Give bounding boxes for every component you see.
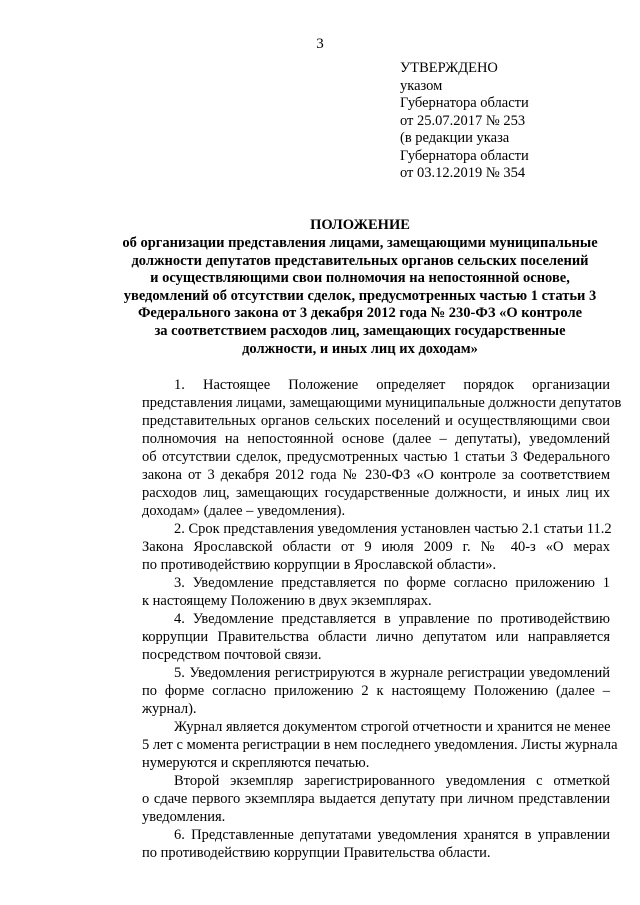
approval-line: указом [400,77,443,94]
paragraph-line: 1. Настоящее Положение определяет порядок организации [174,377,610,393]
paragraph-line: Закона Ярославской области от 9 июля 2009 г. № 40-з «О мерах [142,539,610,555]
paragraph-line: закона от 3 декабря 2012 года № 230-ФЗ «О контроле за соответствием [142,467,610,483]
paragraph [110,520,610,574]
paragraph-line: 4. Уведомление представляется в управление по противодействию [174,611,610,627]
document-title: ПОЛОЖЕНИЕ [310,217,410,233]
paragraph-line: полномочия на непостоянной основе (далее – депутаты), уведомлений [142,431,610,447]
paragraph [110,772,610,826]
paragraph-line: к настоящему Положению в двух экземплярах. [142,593,432,609]
paragraph-line: 3. Уведомление представляется по форме согласно приложению 1 [174,575,610,591]
paragraph [110,610,610,664]
paragraph-line: уведомления. [142,809,226,825]
paragraph [110,826,610,862]
paragraph-line: 5. Уведомления регистрируются в журнале регистрации уведомлений [174,665,610,681]
paragraph-line: об отсутствии сделок, предусмотренных частью 1 статьи 3 Федерального [142,449,610,465]
page-number: 3 [316,36,324,52]
approval-line: Губернатора области [400,147,529,164]
approval-line: Губернатора области [400,95,529,111]
paragraph-line: представительных органов сельских поселений и осуществляющими свои [142,413,610,429]
paragraph [110,664,610,718]
subtitle-line: должности, и иных лиц их доходам» [242,340,478,357]
paragraph-line: по противодействию коррупции в Ярославской области». [142,557,497,573]
subtitle-line: должности депутатов представительных органов сельских поселений [131,252,589,269]
paragraph-line: 5 лет с момента регистрации в нем последнего уведомления. Листы журнала [142,737,618,753]
paragraph-line: Журнал является документом строгой отчетности и хранится не менее [174,719,611,735]
subtitle-line: за соответствием расходов лиц, замещающих государственные [154,322,566,339]
paragraph-line: представления лицами, замещающими муниципальные должности депутатов [142,395,622,411]
subtitle-line: уведомлений об отсутствии сделок, предусмотренных частью 1 статьи 3 [123,287,597,304]
paragraph [110,574,610,610]
subtitle-line: и осуществляющими свои полномочия на непостоянной основе, [150,270,570,287]
approval-line: (в редакции указа [400,130,510,146]
paragraph-line: 6. Представленные депутатами уведомления хранятся в управлении [174,827,610,843]
paragraph [110,376,622,520]
approval-line: УТВЕРЖДЕНО [400,60,498,76]
paragraph-line: по форме согласно приложению 2 к настоящему Положению (далее – [142,683,610,699]
paragraph-line: коррупции Правительства области лично депутатом или направляется [142,629,610,645]
paragraph-line: журнал). [142,701,197,717]
approval-line: от 25.07.2017 № 253 [400,112,526,129]
paragraph-line: доходам» (далее – уведомления). [142,503,346,519]
subtitle-line: Федерального закона от 3 декабря 2012 года № 230-ФЗ «О контроле [137,305,583,322]
subtitle-line: об организации представления лицами, замещающими муниципальные [122,235,598,251]
paragraph-line: Второй экземпляр зарегистрированного уведомления с отметкой [174,773,610,789]
paragraph-line: по противодействию коррупции Правительства области. [142,845,491,861]
paragraph-line: расходов лиц, замещающих государственные должности, и иных лиц их [142,485,610,501]
paragraph-line: 2. Срок представления уведомления установлен частью 2.1 статьи 11.2 [174,521,612,537]
paragraph [110,718,618,772]
paragraph-line: посредством почтовой связи. [142,647,322,663]
document-body [110,376,622,862]
paragraph-line: о сдаче первого экземпляра выдается депутату при личном представлении [142,791,610,807]
approval-block [400,60,529,183]
paragraph-line: нумеруются и скрепляются печатью. [142,755,370,771]
document-subtitle [95,235,625,358]
approval-line: от 03.12.2019 № 354 [400,165,526,181]
